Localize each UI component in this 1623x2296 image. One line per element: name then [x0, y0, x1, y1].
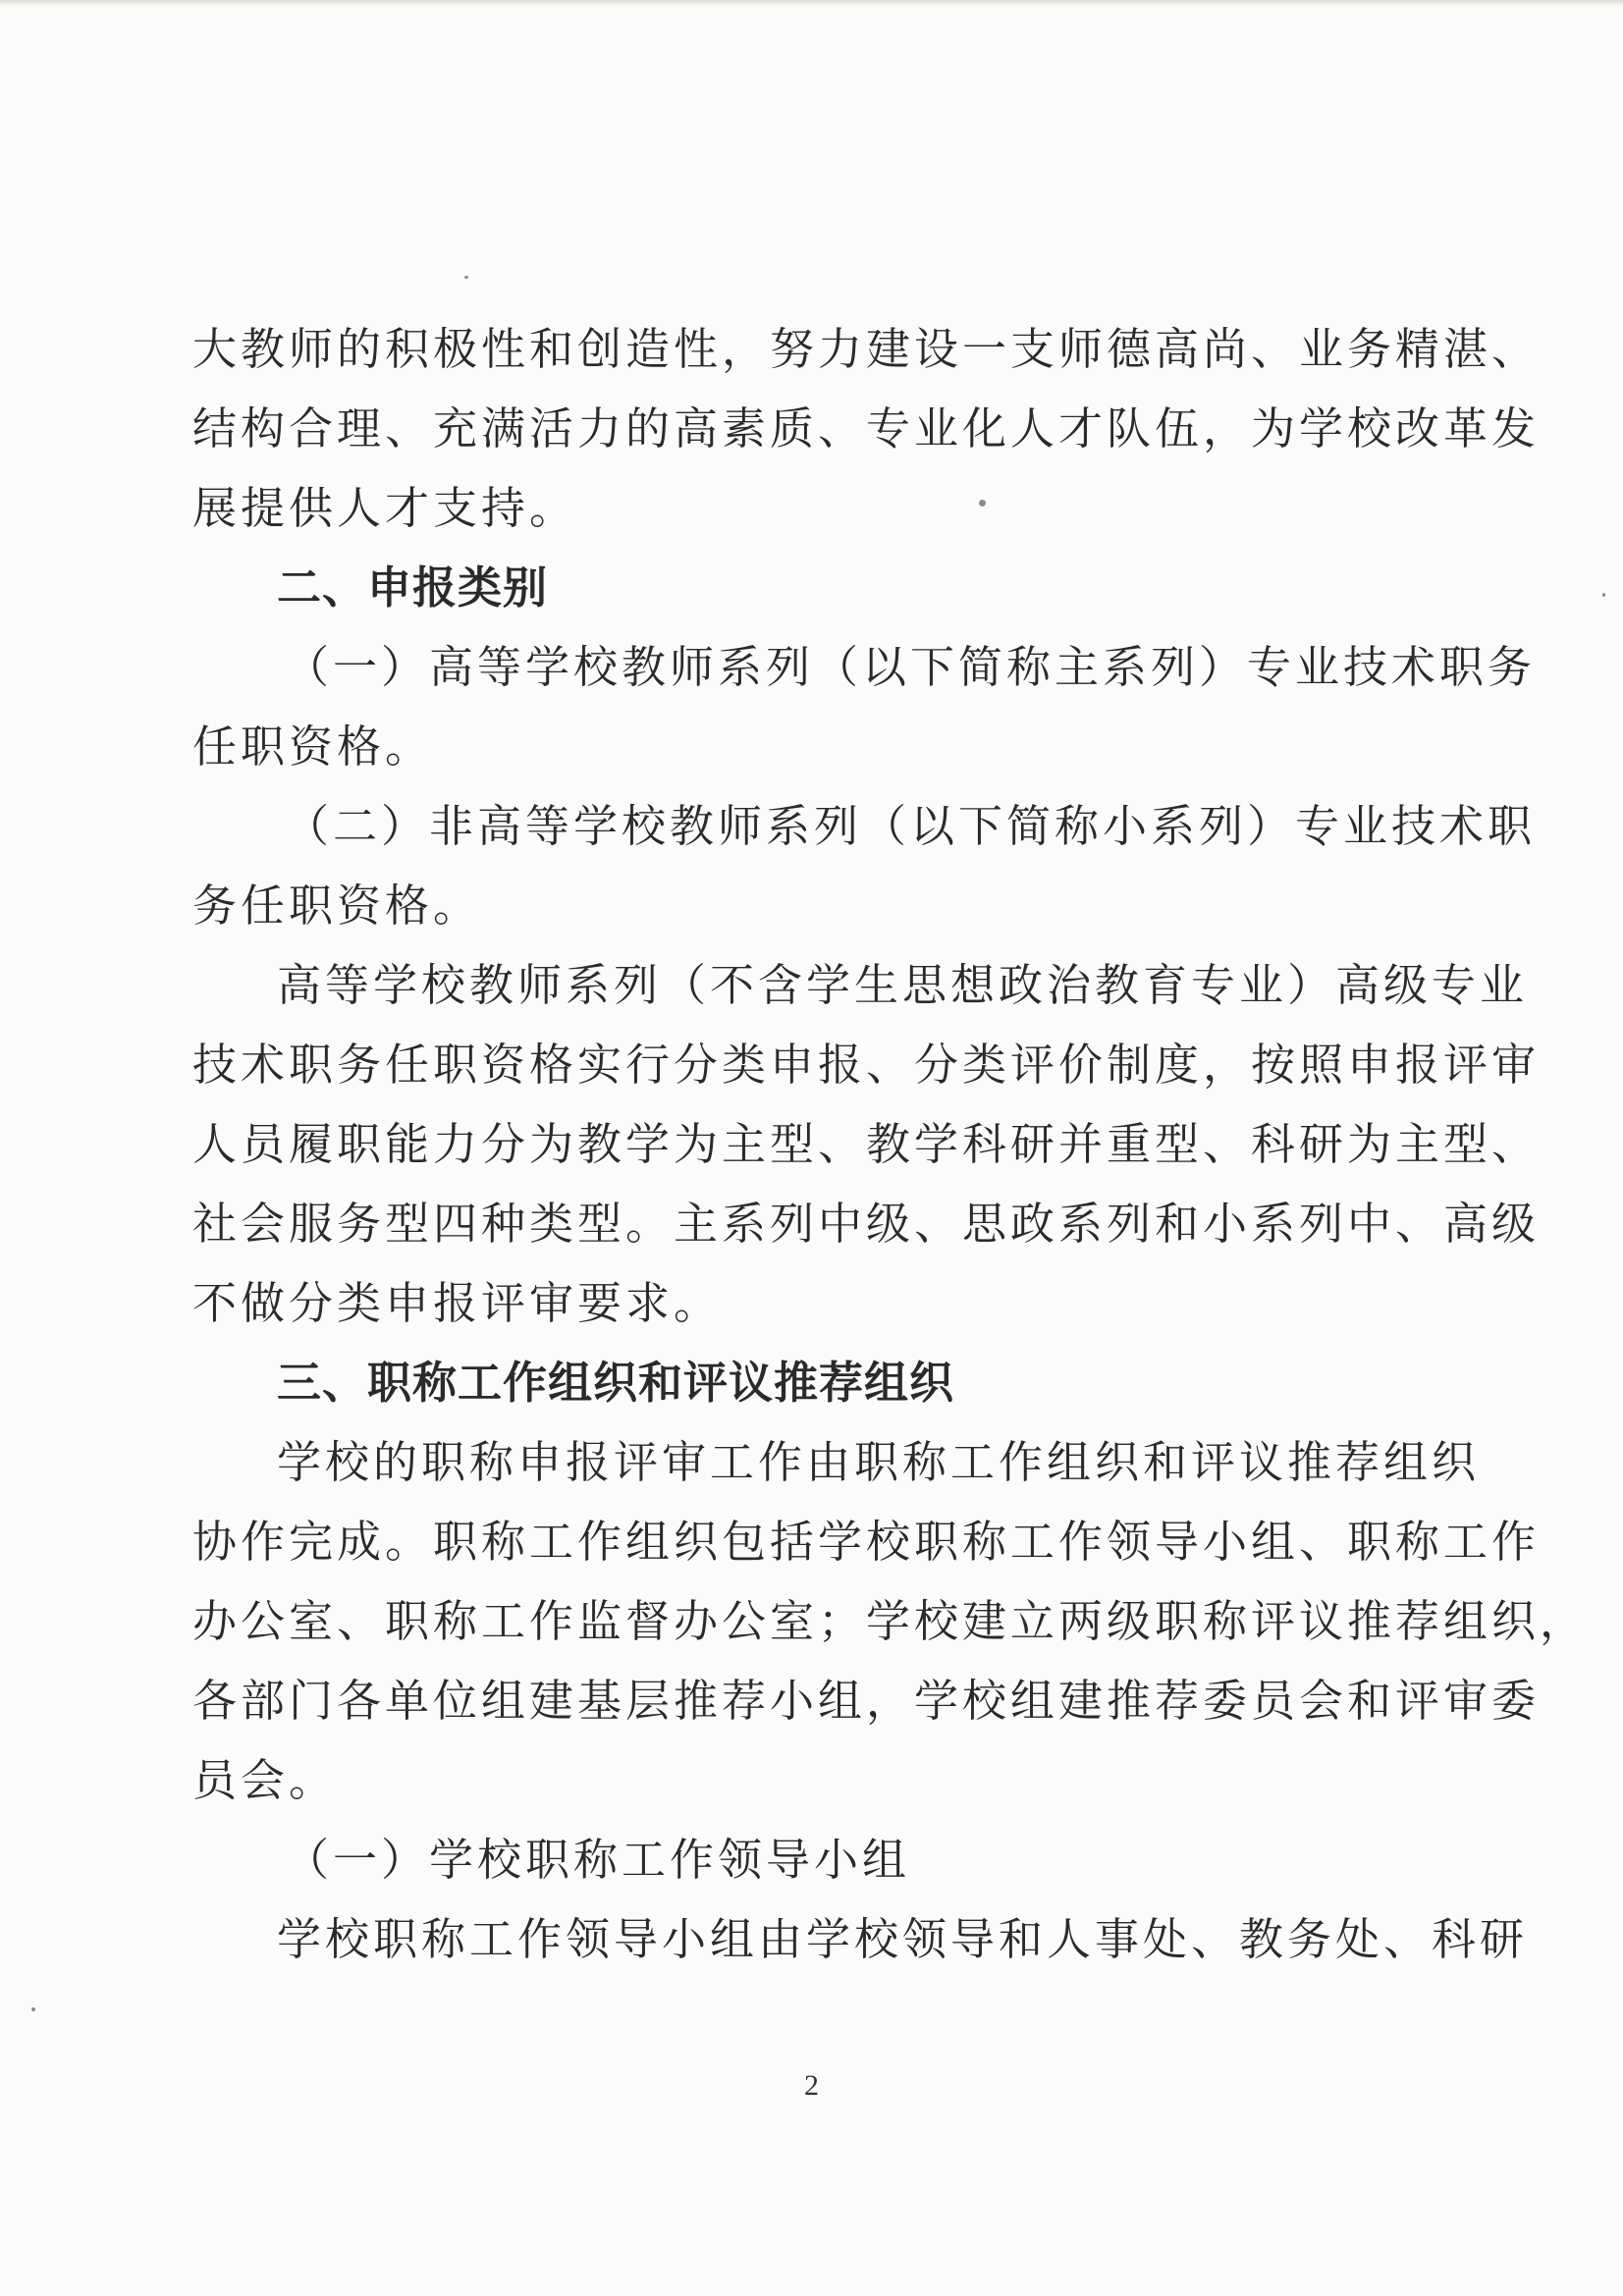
paragraph-2-line-1: 学校的职称申报评审工作由职称工作组织和评议推荐组织	[277, 1436, 1481, 1488]
page-number: 2	[804, 2069, 819, 2102]
paragraph-line-4: 社会服务型四种类型。主系列中级、思政系列和小系列中、高级	[192, 1198, 1541, 1250]
scan-speck	[1602, 593, 1605, 597]
paragraph-line-1: 高等学校教师系列（不含学生思想政治教育专业）高级专业	[277, 959, 1529, 1011]
scan-speck	[31, 2007, 35, 2011]
section-heading-2: 二、申报类别	[277, 561, 549, 614]
scan-speck	[464, 276, 468, 279]
subsection-3-1-heading: （一）学校职称工作领导小组	[285, 1834, 911, 1886]
paragraph-2-line-4: 各部门各单位组建基层推荐小组，学校组建推荐委员会和评审委	[192, 1675, 1541, 1727]
paragraph-3-line-1: 学校职称工作领导小组由学校领导和人事处、教务处、科研	[277, 1913, 1529, 1965]
subsection-2-line-1: （二）非高等学校教师系列（以下简称小系列）专业技术职	[285, 800, 1537, 852]
paragraph-line-3: 人员履职能力分为教学为主型、教学科研并重型、科研为主型、	[192, 1118, 1541, 1170]
paragraph-line-5: 不做分类申报评审要求。	[192, 1277, 723, 1329]
subsection-1-line-1: （一）高等学校教师系列（以下简称主系列）专业技术职务	[285, 641, 1537, 693]
subsection-1-line-2: 任职资格。	[192, 721, 434, 773]
section-heading-3: 三、职称工作组织和评议推荐组织	[277, 1357, 955, 1409]
paragraph-line-2: 技术职务任职资格实行分类申报、分类评价制度，按照申报评审	[192, 1039, 1541, 1091]
paragraph-2-line-2: 协作完成。职称工作组织包括学校职称工作领导小组、职称工作	[192, 1516, 1541, 1568]
text-line-1: 大教师的积极性和创造性，努力建设一支师德高尚、业务精湛、	[192, 323, 1541, 375]
paragraph-2-line-3: 办公室、职称工作监督办公室；学校建立两级职称评议推荐组织，	[192, 1595, 1589, 1647]
text-line-3: 展提供人才支持。	[192, 482, 578, 534]
scan-edge	[0, 0, 1623, 6]
scan-speck	[979, 500, 986, 507]
subsection-2-line-2: 务任职资格。	[192, 880, 482, 932]
paragraph-2-line-5: 员会。	[192, 1754, 338, 1806]
text-line-2: 结构合理、充满活力的高素质、专业化人才队伍，为学校改革发	[192, 402, 1541, 454]
